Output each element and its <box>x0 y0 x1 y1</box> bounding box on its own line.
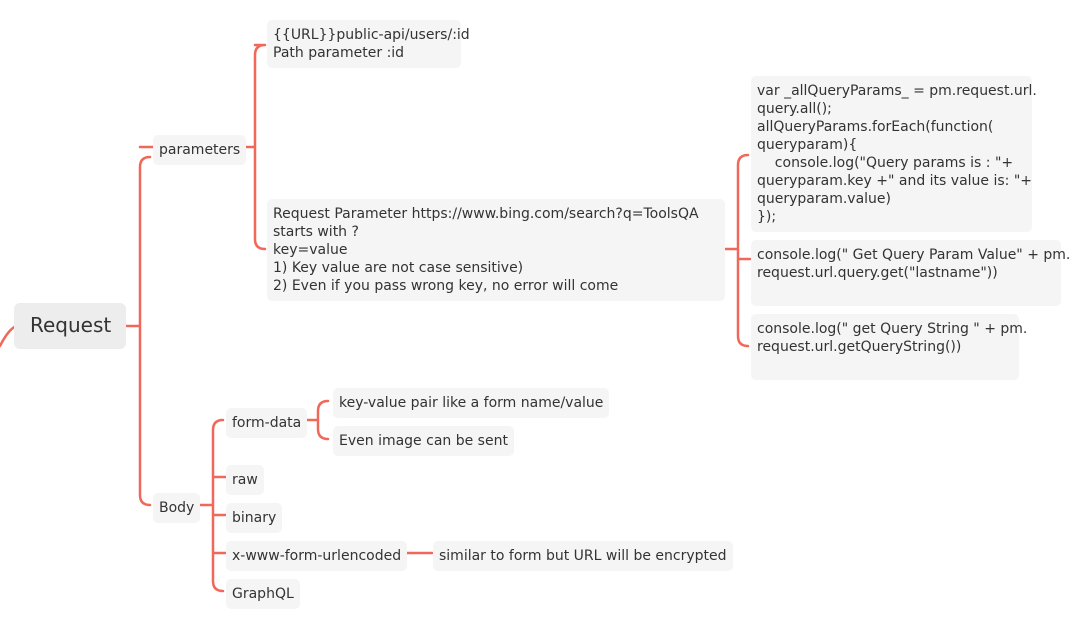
node-form-image[interactable]: Even image can be sent <box>333 426 514 456</box>
node-form-key-value[interactable]: key-value pair like a form name/value <box>333 388 609 418</box>
node-body[interactable]: Body <box>153 493 200 523</box>
node-raw[interactable]: raw <box>226 465 264 495</box>
connector-request-param <box>724 155 750 346</box>
node-code-query-string[interactable]: console.log(" get Query String " + pm. request.url.getQueryString()) <box>751 314 1019 380</box>
node-parameters[interactable]: parameters <box>153 135 246 165</box>
connector-root <box>126 147 155 505</box>
node-binary[interactable]: binary <box>226 503 282 533</box>
node-urlencoded-note[interactable]: similar to form but URL will be encrypted <box>433 541 733 571</box>
node-code-query-get[interactable]: console.log(" Get Query Param Value" + pm. request.url.query.get("lastname")) <box>751 240 1061 306</box>
node-graphql[interactable]: GraphQL <box>226 579 300 609</box>
connector-body <box>198 420 226 591</box>
root-node-request[interactable]: Request <box>14 303 126 349</box>
connector-form-data <box>304 401 328 439</box>
node-urlencoded[interactable]: x-www-form-urlencoded <box>226 541 407 571</box>
node-code-query-all[interactable]: var _allQueryParams_ = pm.request.url. query.all(); allQueryParams.forEach(function( queryparam){ console.log("Query params is : "+ queryparam.key +" and its value is: "+ queryparam.value) }); <box>751 76 1032 232</box>
node-form-data[interactable]: form-data <box>226 408 307 438</box>
node-request-parameter[interactable]: Request Parameter https://www.bing.com/search?q=ToolsQA starts with ? key=value 1) Key value are not case sensitive) 2) Even if you pass wrong key, no error will come <box>267 199 725 301</box>
node-path-parameter[interactable]: {{URL}}public-api/users/:id Path parameter :id <box>267 20 461 68</box>
